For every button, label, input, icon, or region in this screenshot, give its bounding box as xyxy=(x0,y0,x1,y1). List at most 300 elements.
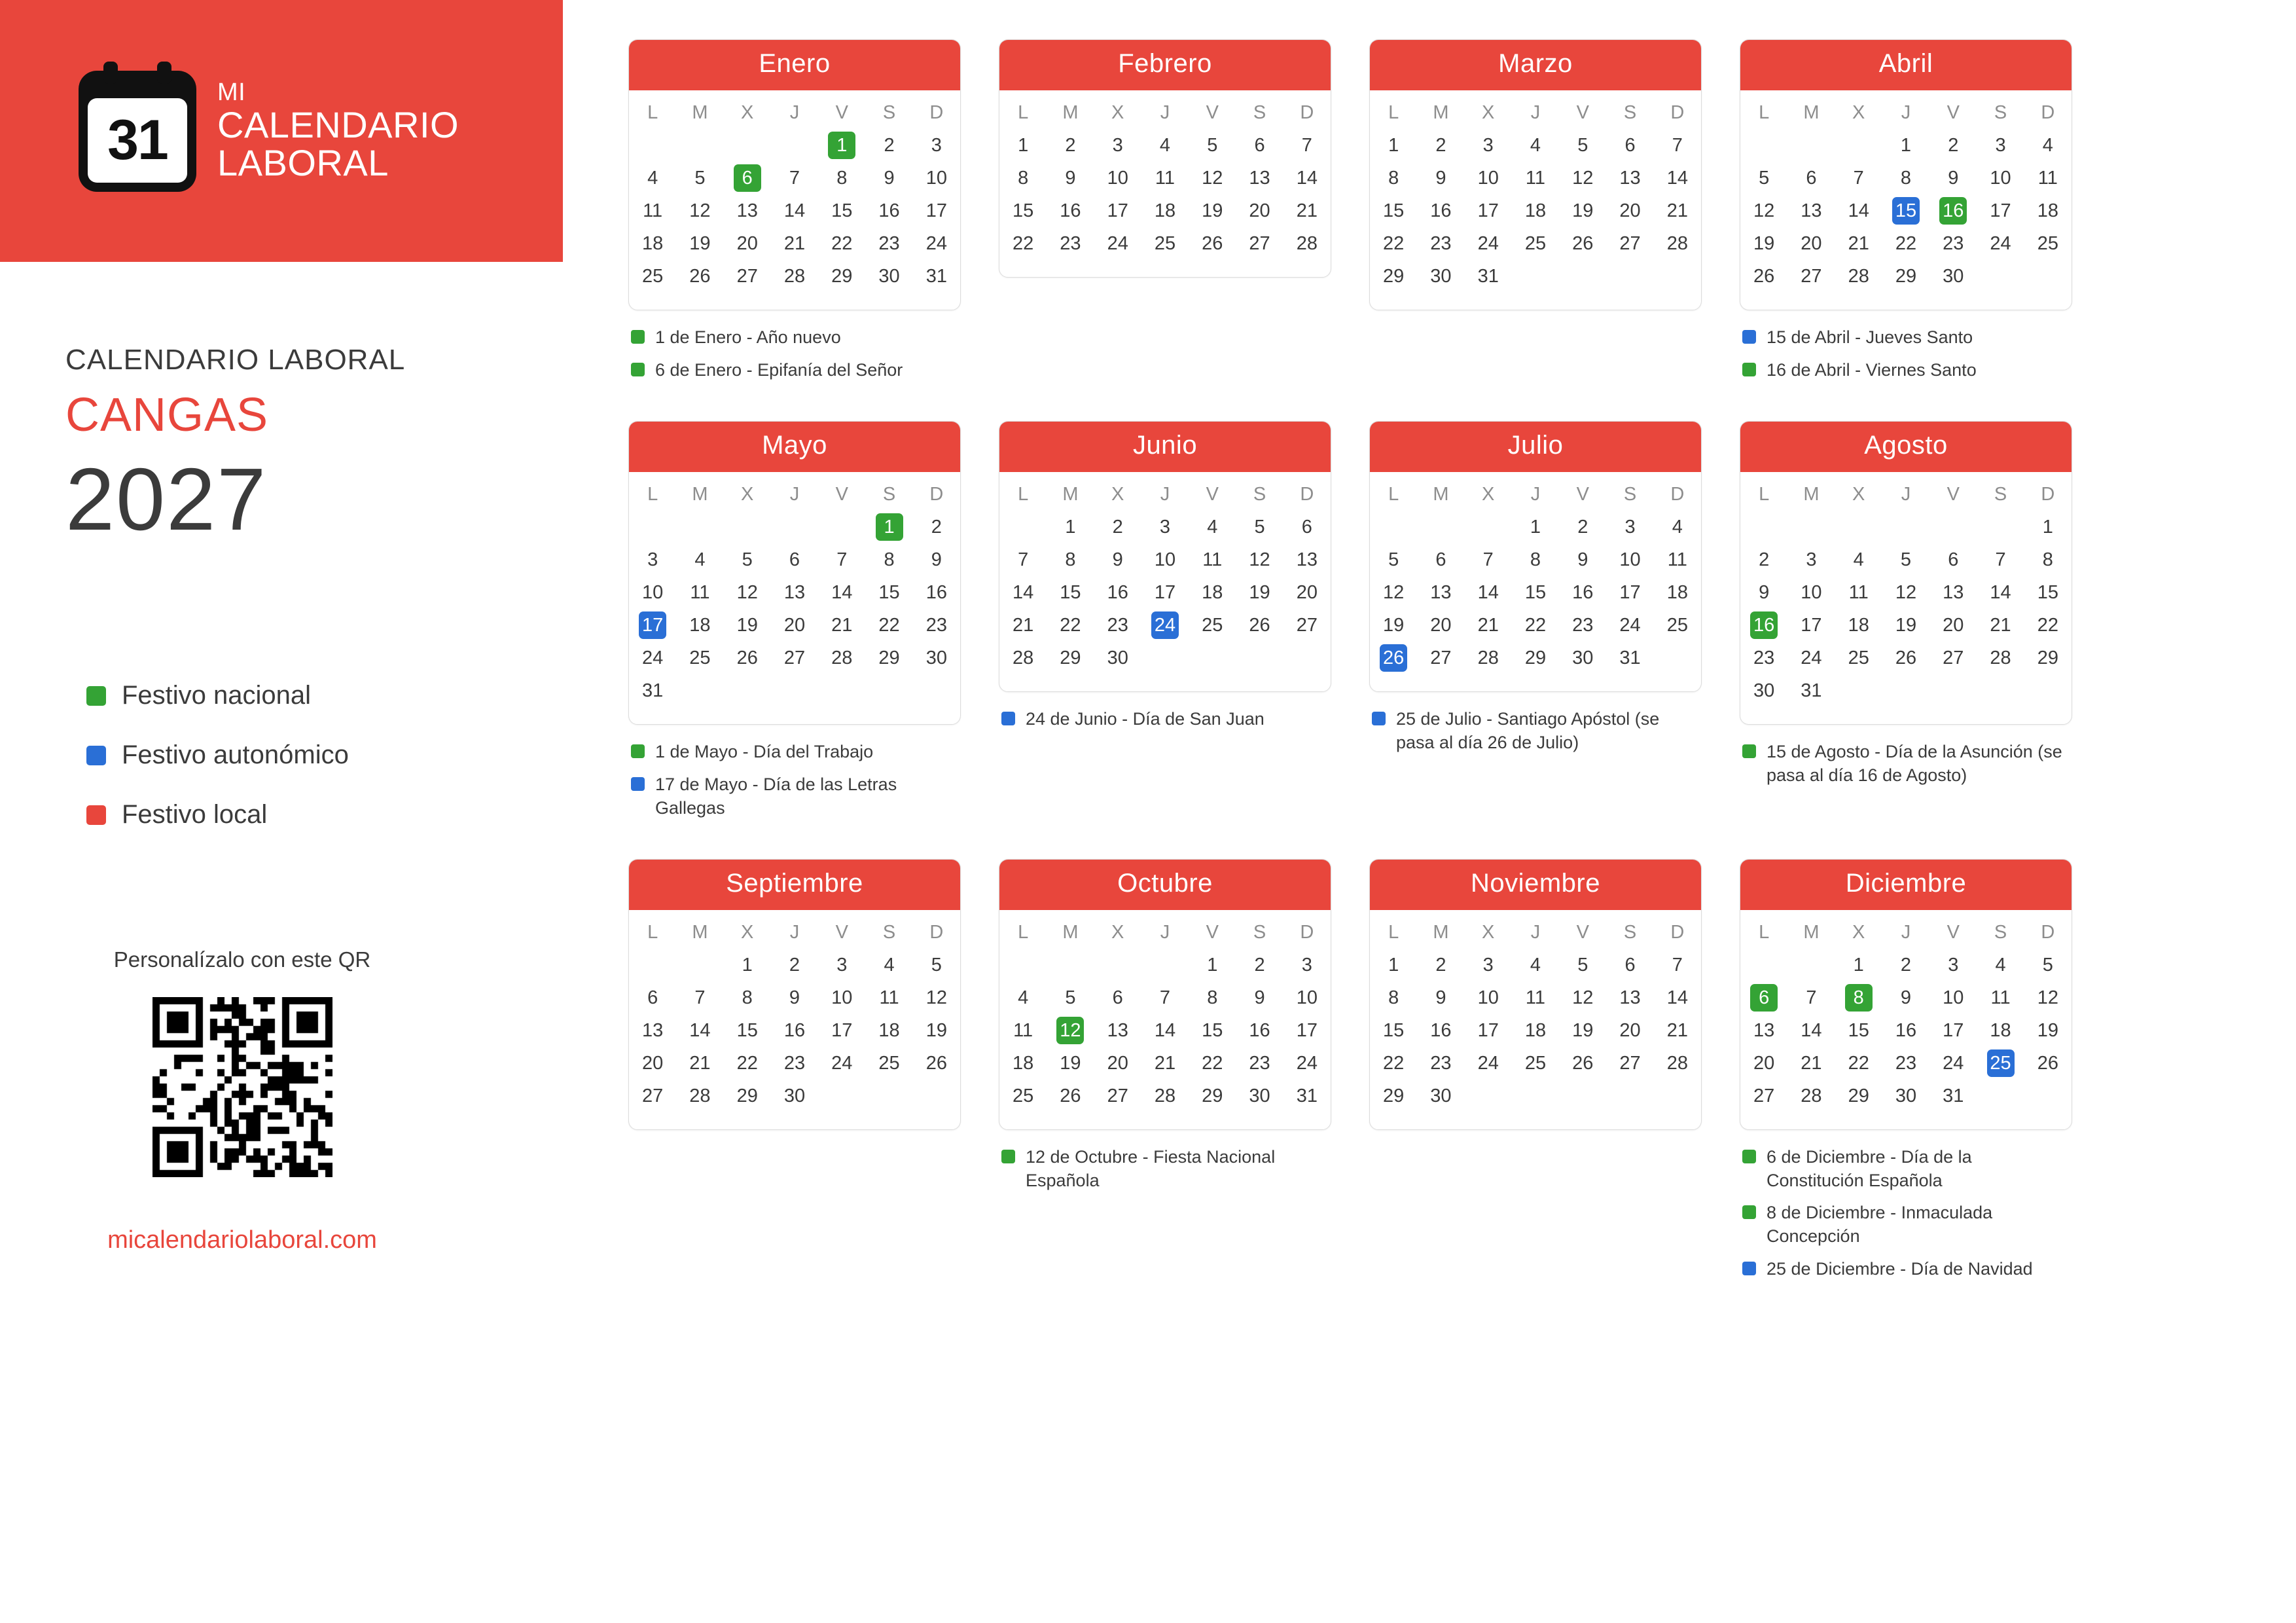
day-cell xyxy=(1559,162,1606,194)
day-number: 26 xyxy=(1753,266,1775,287)
month-notes xyxy=(1369,708,1702,754)
holiday-note-swatch-icon xyxy=(1742,1262,1756,1275)
day-cell xyxy=(1236,949,1283,981)
week-row xyxy=(1740,543,2072,576)
day-number: 19 xyxy=(1895,615,1917,636)
day-cell xyxy=(1740,260,1787,293)
day-number: 12 xyxy=(1202,168,1223,189)
day-cell xyxy=(1740,162,1787,194)
website-link[interactable]: micalendariolaboral.com xyxy=(107,1226,377,1254)
day-number: 17 xyxy=(639,611,666,639)
week-row xyxy=(999,1080,1331,1112)
holiday-note-text: 25 de Julio - Santiago Apóstol (se pasa al día 26 de Julio) xyxy=(1396,709,1660,752)
day-cell xyxy=(1047,129,1094,162)
day-number: 25 xyxy=(2037,233,2058,254)
day-cell-holiday[interactable] xyxy=(1929,194,1977,227)
day-cell xyxy=(999,981,1047,1014)
day-number: 16 xyxy=(1107,582,1128,604)
day-cell-holiday[interactable] xyxy=(724,162,771,194)
month-title: Mayo xyxy=(629,422,960,472)
day-number: 14 xyxy=(1848,200,1869,221)
weekday-header: X xyxy=(741,922,754,943)
weekday-header: V xyxy=(835,922,848,943)
day-cell xyxy=(1835,543,1882,576)
day-cell-holiday[interactable] xyxy=(1370,642,1417,674)
day-number: 29 xyxy=(1383,1085,1405,1107)
weekday-header: X xyxy=(1111,102,1124,123)
day-cell xyxy=(1559,642,1606,674)
day-number: 13 xyxy=(1430,582,1452,604)
day-cell xyxy=(913,543,960,576)
day-cell-holiday[interactable] xyxy=(1835,981,1882,1014)
week-row xyxy=(1740,609,2072,642)
week-row xyxy=(1740,129,2072,162)
day-cell xyxy=(1654,1047,1701,1080)
day-cell xyxy=(1787,609,1835,642)
week-row xyxy=(629,981,960,1014)
day-cell xyxy=(724,1080,771,1112)
day-cell-empty xyxy=(771,511,818,543)
day-number: 18 xyxy=(1013,1053,1034,1074)
day-number: 22 xyxy=(1383,233,1405,254)
day-cell xyxy=(1512,981,1559,1014)
day-number: 28 xyxy=(689,1085,711,1107)
week-row xyxy=(629,260,960,293)
weekday-header: V xyxy=(1946,922,1960,943)
weekday-header: D xyxy=(1300,484,1314,505)
day-cell xyxy=(818,609,865,642)
day-cell xyxy=(1283,949,1331,981)
day-number: 16 xyxy=(1060,200,1081,221)
month-column-enero xyxy=(628,39,961,391)
weekday-header: X xyxy=(1482,102,1495,123)
day-number: 16 xyxy=(1750,611,1778,639)
week-row xyxy=(1740,1047,2072,1080)
day-number: 2 xyxy=(1900,955,1912,976)
day-cell xyxy=(1141,511,1189,543)
day-cell xyxy=(771,260,818,293)
day-cell xyxy=(1141,981,1189,1014)
day-cell-holiday[interactable] xyxy=(1882,194,1929,227)
day-number: 3 xyxy=(1806,549,1817,571)
day-cell xyxy=(1929,162,1977,194)
day-cell-empty xyxy=(629,511,676,543)
day-cell xyxy=(1370,1080,1417,1112)
day-number: 25 xyxy=(1524,233,1547,254)
day-number: 10 xyxy=(925,168,947,189)
day-cell xyxy=(771,543,818,576)
legend-label-national: Festivo nacional xyxy=(122,681,312,710)
day-cell-empty xyxy=(629,129,676,162)
day-number: 17 xyxy=(925,200,947,221)
day-cell xyxy=(676,1080,723,1112)
day-cell xyxy=(1236,162,1283,194)
weekday-header: M xyxy=(1433,922,1449,943)
day-cell-empty xyxy=(1417,511,1464,543)
day-cell xyxy=(1417,260,1464,293)
holiday-note-text: 1 de Mayo - Día del Trabajo xyxy=(655,742,874,762)
day-cell xyxy=(1094,1080,1141,1112)
day-cell xyxy=(1559,576,1606,609)
day-cell xyxy=(1740,1014,1787,1047)
day-cell xyxy=(1559,227,1606,260)
day-number: 24 xyxy=(1477,233,1499,254)
day-cell xyxy=(1977,194,2024,227)
day-cell xyxy=(1465,260,1512,293)
day-number: 4 xyxy=(884,955,895,976)
day-cell xyxy=(913,609,960,642)
month-row xyxy=(628,421,2251,829)
day-number: 10 xyxy=(642,582,664,604)
qr-code-icon[interactable] xyxy=(149,997,335,1183)
day-number: 27 xyxy=(783,647,806,669)
holiday-note-swatch-icon xyxy=(1742,1150,1756,1163)
day-cell xyxy=(1835,227,1882,260)
day-cell xyxy=(724,260,771,293)
day-cell xyxy=(865,227,912,260)
day-number: 13 xyxy=(1619,168,1641,189)
day-cell-empty xyxy=(913,1080,960,1112)
day-cell-holiday[interactable] xyxy=(1047,1014,1094,1047)
month-card-enero xyxy=(628,39,961,310)
day-number: 3 xyxy=(1948,955,1959,976)
day-number: 29 xyxy=(1524,647,1547,669)
day-cell xyxy=(1882,129,1929,162)
day-number: 14 xyxy=(783,200,806,221)
day-cell xyxy=(1141,1014,1189,1047)
month-title: Noviembre xyxy=(1370,860,1701,910)
day-cell xyxy=(1370,981,1417,1014)
day-number: 11 xyxy=(1525,987,1546,1009)
month-notes xyxy=(1740,740,2072,787)
day-number: 23 xyxy=(1249,1053,1270,1074)
day-number: 7 xyxy=(1018,549,1029,571)
day-cell xyxy=(818,194,865,227)
day-number: 13 xyxy=(736,200,758,221)
week-row xyxy=(1370,543,1701,576)
holiday-note xyxy=(1742,1201,2072,1248)
day-number: 20 xyxy=(736,233,758,254)
week-row xyxy=(999,194,1331,227)
week-row xyxy=(1740,260,2072,293)
week-row xyxy=(1370,162,1701,194)
day-cell xyxy=(1835,162,1882,194)
day-cell xyxy=(1094,543,1141,576)
day-number: 4 xyxy=(1530,135,1541,156)
week-row xyxy=(1740,227,2072,260)
day-number: 3 xyxy=(1482,955,1494,976)
day-cell xyxy=(771,576,818,609)
day-cell xyxy=(629,576,676,609)
day-cell xyxy=(1094,227,1141,260)
weekday-header: S xyxy=(1253,102,1266,123)
week-row xyxy=(1740,511,2072,543)
day-cell xyxy=(1417,227,1464,260)
weekday-header: S xyxy=(1623,102,1637,123)
day-cell xyxy=(1835,260,1882,293)
day-cell xyxy=(2024,576,2072,609)
week-row xyxy=(1370,511,1701,543)
day-number: 30 xyxy=(1107,647,1128,669)
day-number: 28 xyxy=(1848,266,1869,287)
day-number: 25 xyxy=(1202,615,1223,636)
weekday-header: S xyxy=(1994,102,2007,123)
month-column-septiembre xyxy=(628,859,961,1290)
day-cell-holiday[interactable] xyxy=(629,609,676,642)
day-number: 15 xyxy=(2037,582,2058,604)
month-card-spacer xyxy=(999,1112,1331,1129)
day-cell xyxy=(771,642,818,674)
week-row xyxy=(629,609,960,642)
weekday-header: M xyxy=(1433,102,1449,123)
day-cell xyxy=(913,511,960,543)
day-number: 1 xyxy=(1207,955,1218,976)
day-number: 2 xyxy=(1948,135,1959,156)
day-number: 17 xyxy=(1477,200,1499,221)
day-number: 18 xyxy=(1666,582,1688,604)
day-number: 29 xyxy=(2037,647,2058,669)
day-number: 5 xyxy=(694,168,706,189)
day-cell xyxy=(676,194,723,227)
day-cell-empty xyxy=(865,674,912,707)
day-cell-holiday[interactable] xyxy=(1740,609,1787,642)
day-number: 18 xyxy=(878,1020,900,1042)
week-row xyxy=(1370,576,1701,609)
day-cell xyxy=(1654,227,1701,260)
day-number: 10 xyxy=(1477,987,1499,1009)
weekday-header: X xyxy=(1482,922,1495,943)
day-number: 4 xyxy=(1672,517,1683,538)
month-column-mayo xyxy=(628,421,961,829)
day-number: 2 xyxy=(789,955,800,976)
day-cell-empty xyxy=(676,674,723,707)
day-cell xyxy=(818,260,865,293)
day-cell xyxy=(1740,543,1787,576)
day-cell xyxy=(1977,981,2024,1014)
day-number: 19 xyxy=(1249,582,1270,604)
day-number: 18 xyxy=(1990,1020,2011,1042)
day-number: 6 xyxy=(1301,517,1312,538)
holiday-note-swatch-icon xyxy=(631,363,645,376)
day-number: 10 xyxy=(831,987,853,1009)
day-number: 2 xyxy=(1435,955,1446,976)
day-number: 16 xyxy=(925,582,947,604)
day-cell-empty xyxy=(913,674,960,707)
day-number: 16 xyxy=(1939,197,1967,225)
day-number: 12 xyxy=(1249,549,1270,571)
day-number: 6 xyxy=(1624,955,1636,976)
week-row xyxy=(1740,1014,2072,1047)
day-cell xyxy=(1417,1014,1464,1047)
weekday-header: J xyxy=(1530,922,1541,943)
day-cell xyxy=(771,1080,818,1112)
day-number: 11 xyxy=(1155,168,1175,189)
day-number: 28 xyxy=(1666,233,1688,254)
day-number: 11 xyxy=(690,582,710,604)
week-row xyxy=(1370,227,1701,260)
day-cell-empty xyxy=(1512,260,1559,293)
day-number: 26 xyxy=(1249,615,1270,636)
weekday-header: S xyxy=(882,922,896,943)
month-days-table xyxy=(1740,472,2072,707)
day-cell xyxy=(724,1047,771,1080)
month-title: Diciembre xyxy=(1740,860,2072,910)
day-number: 10 xyxy=(1990,168,2011,189)
day-cell xyxy=(724,194,771,227)
day-number: 8 xyxy=(884,549,895,571)
day-cell-empty xyxy=(1787,949,1835,981)
day-cell xyxy=(1236,227,1283,260)
day-number: 31 xyxy=(642,680,664,702)
day-number: 27 xyxy=(1296,615,1318,636)
day-number: 20 xyxy=(1619,200,1641,221)
day-number: 4 xyxy=(1159,135,1171,156)
day-number: 12 xyxy=(689,200,711,221)
month-card-spacer xyxy=(1740,1112,2072,1129)
week-row xyxy=(629,543,960,576)
day-cell xyxy=(1189,981,1236,1014)
day-number: 27 xyxy=(1619,233,1641,254)
day-number: 27 xyxy=(1430,647,1452,669)
day-cell xyxy=(2024,129,2072,162)
day-cell-empty xyxy=(2024,1080,2072,1112)
weekday-header: M xyxy=(1062,922,1079,943)
day-number: 10 xyxy=(1619,549,1641,571)
day-cell-empty xyxy=(1512,1080,1559,1112)
day-cell xyxy=(1189,1014,1236,1047)
day-cell-holiday[interactable] xyxy=(1977,1047,2024,1080)
day-cell xyxy=(1236,981,1283,1014)
day-cell xyxy=(1417,543,1464,576)
day-cell xyxy=(913,981,960,1014)
day-number: 8 xyxy=(1388,987,1399,1009)
holiday-note xyxy=(631,326,961,350)
day-number: 28 xyxy=(783,266,806,287)
day-cell xyxy=(1512,162,1559,194)
day-cell xyxy=(1929,576,1977,609)
day-cell-empty xyxy=(1141,949,1189,981)
day-cell-empty xyxy=(1654,642,1701,674)
day-cell xyxy=(629,642,676,674)
day-cell xyxy=(1559,981,1606,1014)
day-number: 15 xyxy=(878,582,900,604)
month-card-spacer xyxy=(999,260,1331,277)
month-column-febrero xyxy=(999,39,1331,391)
day-number: 20 xyxy=(1430,615,1452,636)
day-number: 7 xyxy=(1672,955,1683,976)
month-notes xyxy=(628,326,961,382)
day-cell xyxy=(1835,949,1882,981)
legend-label-regional: Festivo autonómico xyxy=(122,740,349,769)
day-cell xyxy=(771,949,818,981)
day-number: 2 xyxy=(931,517,942,538)
day-number: 18 xyxy=(642,233,664,254)
brand-line-1: MI xyxy=(217,79,246,106)
day-cell xyxy=(818,162,865,194)
day-number: 13 xyxy=(783,582,806,604)
holiday-note-text: 15 de Abril - Jueves Santo xyxy=(1767,327,1973,347)
day-cell-empty xyxy=(1740,511,1787,543)
day-number: 21 xyxy=(783,233,806,254)
day-cell-empty xyxy=(629,949,676,981)
day-cell xyxy=(1512,194,1559,227)
day-cell xyxy=(1283,543,1331,576)
month-column-octubre xyxy=(999,859,1331,1290)
weekday-header: J xyxy=(1901,922,1911,943)
weekday-header: L xyxy=(1018,922,1029,943)
day-number: 9 xyxy=(931,549,942,571)
day-number: 14 xyxy=(1154,1020,1176,1042)
month-title: Octubre xyxy=(999,860,1331,910)
day-cell xyxy=(1882,642,1929,674)
holiday-note xyxy=(631,359,961,382)
day-cell xyxy=(1189,511,1236,543)
day-number: 24 xyxy=(1801,647,1822,669)
day-number: 4 xyxy=(1530,955,1541,976)
day-number: 15 xyxy=(1060,582,1081,604)
day-number: 1 xyxy=(1900,135,1912,156)
day-number: 15 xyxy=(1848,1020,1869,1042)
day-number: 24 xyxy=(1151,611,1179,639)
day-cell xyxy=(676,227,723,260)
day-cell xyxy=(1236,576,1283,609)
day-number: 24 xyxy=(1619,615,1641,636)
day-number: 29 xyxy=(736,1085,758,1107)
day-cell xyxy=(1882,949,1929,981)
day-cell-holiday[interactable] xyxy=(1740,981,1787,1014)
day-number: 14 xyxy=(1801,1020,1822,1042)
day-cell xyxy=(999,576,1047,609)
weekday-header: L xyxy=(1018,102,1029,123)
city-name: CANGAS xyxy=(65,389,269,441)
holiday-note xyxy=(1001,1146,1331,1192)
day-cell-holiday[interactable] xyxy=(865,511,912,543)
day-cell xyxy=(1654,609,1701,642)
day-number: 9 xyxy=(884,168,895,189)
day-cell xyxy=(2024,194,2072,227)
day-number: 21 xyxy=(831,615,853,636)
day-number: 16 xyxy=(878,200,900,221)
holiday-note xyxy=(1372,708,1702,754)
day-cell xyxy=(1559,1047,1606,1080)
day-cell xyxy=(1654,194,1701,227)
day-cell-empty xyxy=(1740,949,1787,981)
day-number: 17 xyxy=(1990,200,2011,221)
week-row xyxy=(1740,949,2072,981)
day-cell-holiday[interactable] xyxy=(1141,609,1189,642)
day-cell xyxy=(1094,1047,1141,1080)
day-cell xyxy=(676,576,723,609)
weekday-header: X xyxy=(741,484,754,505)
holiday-note xyxy=(1742,740,2072,787)
day-cell xyxy=(629,194,676,227)
day-cell-empty xyxy=(1740,129,1787,162)
day-cell-holiday[interactable] xyxy=(818,129,865,162)
day-number: 1 xyxy=(1018,135,1029,156)
day-cell xyxy=(1929,1014,1977,1047)
day-cell xyxy=(2024,1047,2072,1080)
day-number: 25 xyxy=(1013,1085,1034,1107)
day-cell-empty xyxy=(1236,642,1283,674)
day-cell xyxy=(1787,162,1835,194)
day-number: 27 xyxy=(642,1085,664,1107)
day-cell-empty xyxy=(724,674,771,707)
day-cell xyxy=(1094,609,1141,642)
day-number: 3 xyxy=(647,549,658,571)
day-number: 30 xyxy=(1572,647,1594,669)
day-cell xyxy=(818,1047,865,1080)
day-number: 2 xyxy=(1759,549,1770,571)
